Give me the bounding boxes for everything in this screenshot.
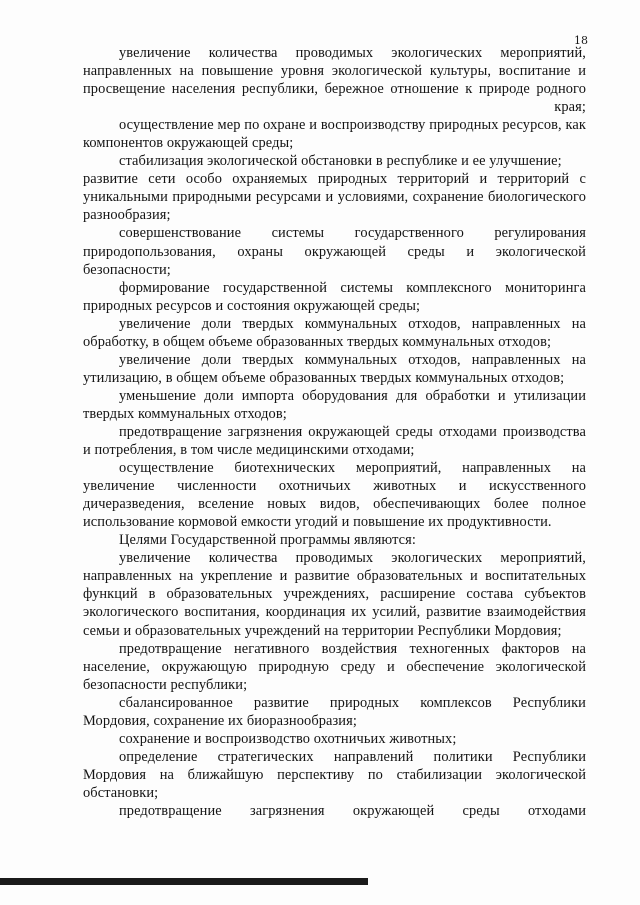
paragraph: предотвращение загрязнения окружающей среды отходами [119,802,586,819]
paragraph: формирование государственной системы комплексного мониторинга природных ресурсов и состояния окружающей среды; [83,279,586,314]
paragraph: сохранение и воспроизводство охотничьих животных; [119,730,457,747]
paragraph: уменьшение доли импорта оборудования для обработки и утилизации твердых коммунальных отходов; [83,387,586,422]
paragraph: развитие сети особо охраняемых природных территорий и территорий с уникальными природными ресурсами и условиями, сохранение биологического разнообразия; [83,171,586,224]
paragraph: сбалансированное развитие природных комплексов Республики Мордовия, сохранение их биоразнообразия; [83,694,586,729]
paragraph: осуществление биотехнических мероприятий, направленных на увеличение численности охотничьих животных и искусственного дичеразведения, вселение новых видов, обеспечивающих более полное использование кормовой емкости угодий и повышение их продуктивности. [83,460,586,531]
page-number: 18 [574,34,588,47]
paragraph: Целями Государственной программы являются: [119,532,416,549]
paragraph: увеличение доли твердых коммунальных отходов, направленных на обработку, в общем объеме образованных твердых коммунальных отходов; [83,315,586,350]
paragraph: осуществление мер по охране и воспроизводству природных ресурсов, как компонентов окружающей среды; [83,117,586,152]
paragraph: предотвращение негативного воздействия техногенных факторов на население, окружающую природную среду и обеспечение экологической безопасности республики; [83,640,586,693]
paragraph: стабилизация экологической обстановки в республике и ее улучшение; [119,153,562,170]
paragraph: предотвращение загрязнения окружающей среды отходами производства и потребления, в том числе медицинскими отходами; [83,423,586,459]
paragraph: совершенствование системы государственного регулирования природопользования, охраны окружающей среды и экологической безопасности; [83,225,586,278]
document-body [83,44,586,820]
scan-edge-rule [0,878,368,885]
paragraph: увеличение количества проводимых экологических мероприятий, направленных на повышение уровня экологической культуры, воспитание и просвещение населения республики, бережное отношение к природе родного края; [83,45,586,116]
paragraph: определение стратегических направлений политики Республики Мордовия на ближайшую перспективу по стабилизации экологической обстановки; [83,748,586,801]
paragraph: увеличение доли твердых коммунальных отходов, направленных на утилизацию, в общем объеме образованных твердых коммунальных отходов; [83,351,586,386]
paragraph: увеличение количества проводимых экологических мероприятий, направленных на укрепление и развитие образовательных и воспитательных функций в образовательных учреждениях, расширение состава субъектов экологического воспитания, координация их усилий, развитие взаимодействия семьи и образовательных учреждений на территории Республики Мордовия; [83,550,586,639]
